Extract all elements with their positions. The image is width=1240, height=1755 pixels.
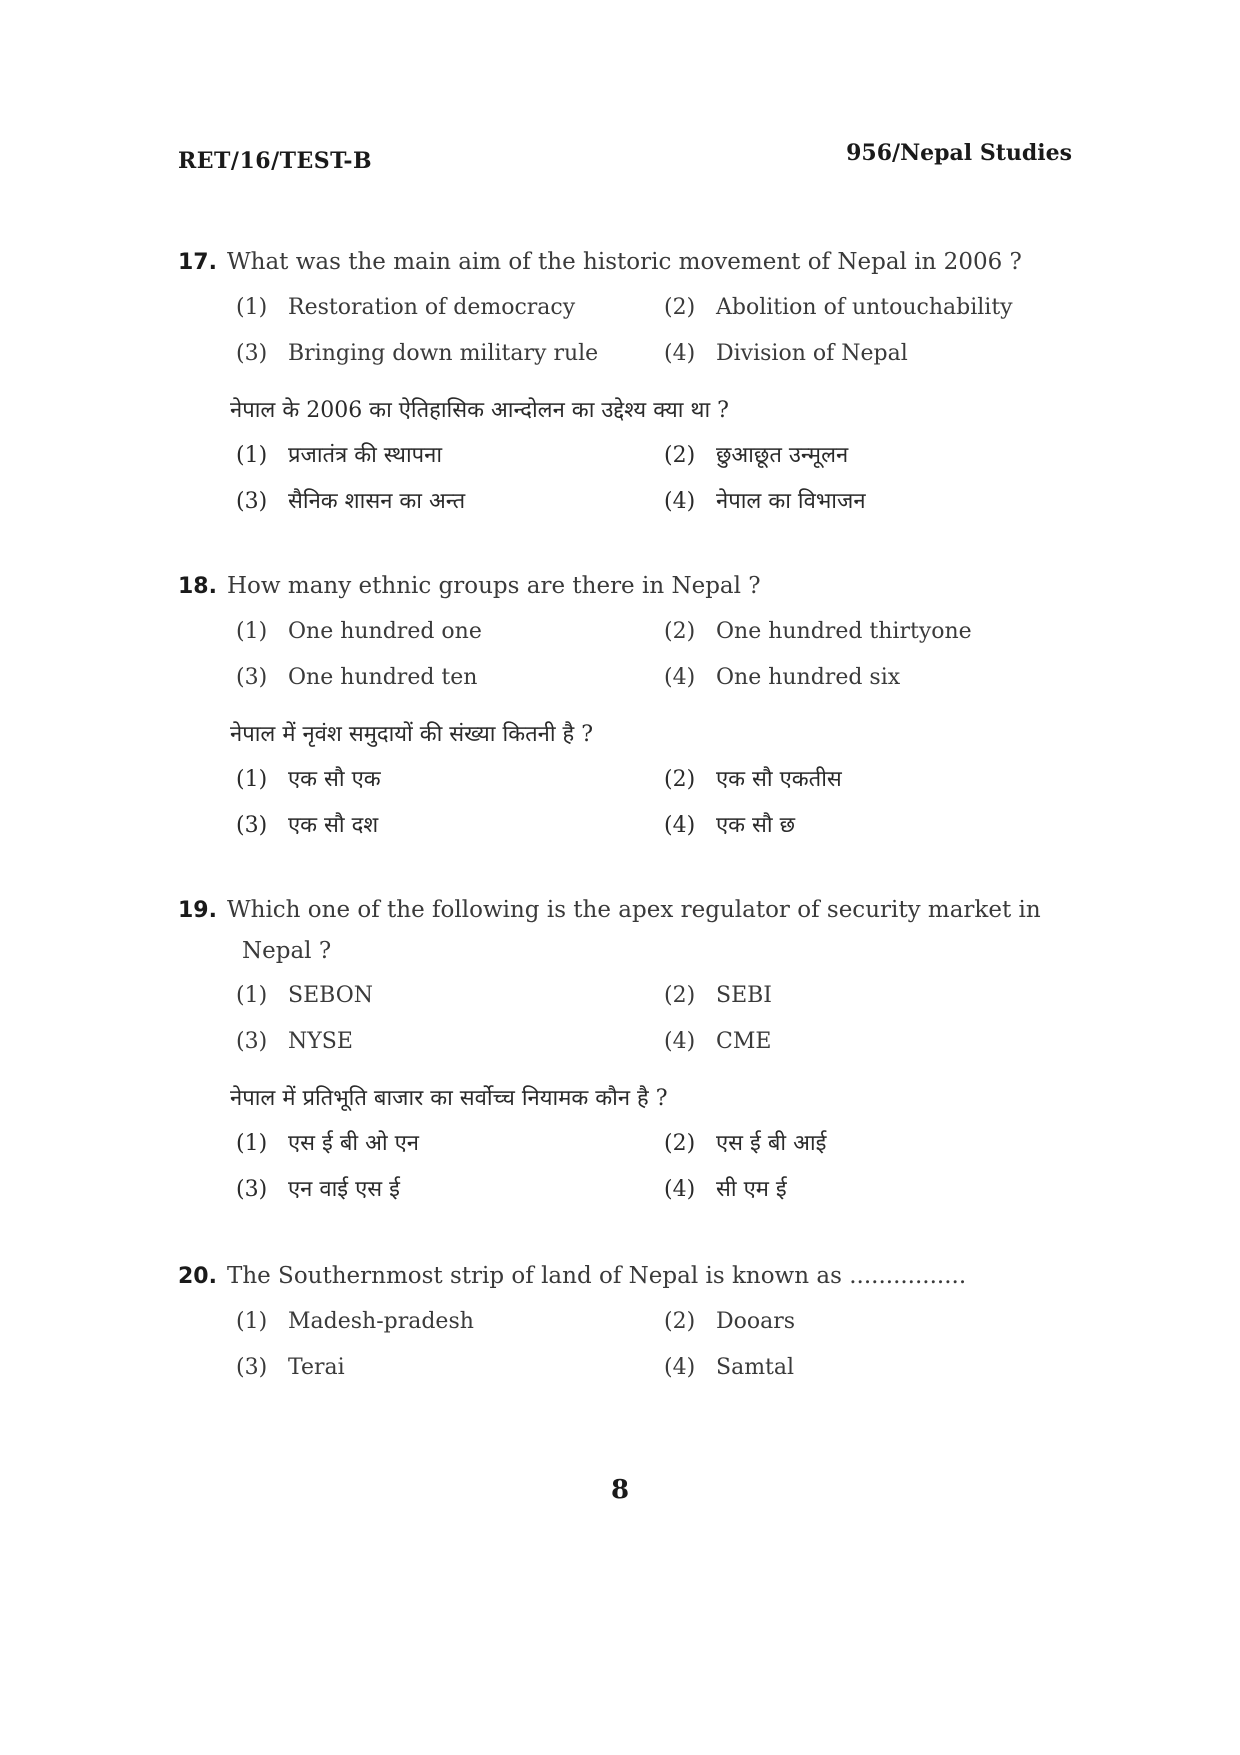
option-2-hindi: (2) एक सौ एकतीस xyxy=(664,767,842,792)
option-1: (1) Restoration of democracy xyxy=(236,295,576,320)
exam-code: RET/16/TEST-B xyxy=(178,148,373,174)
question-text-continued: Nepal ? xyxy=(242,938,332,964)
options-english xyxy=(236,977,1098,1061)
option-3: (3) NYSE xyxy=(236,1029,353,1054)
option-2-hindi: (2) एस ई बी आई xyxy=(664,1131,827,1156)
option-2: (2) Abolition of untouchability xyxy=(664,295,1013,320)
options-hindi xyxy=(236,1125,1098,1209)
question-18 xyxy=(178,566,1098,845)
question-number: 18. xyxy=(178,574,217,599)
option-1-hindi: (1) एक सौ एक xyxy=(236,767,381,792)
options-hindi xyxy=(236,761,1098,845)
option-1: (1) SEBON xyxy=(236,983,373,1008)
option-2: (2) Dooars xyxy=(664,1309,796,1334)
option-4: (4) Samtal xyxy=(664,1355,795,1380)
question-number: 20. xyxy=(178,1264,217,1289)
question-text: The Southernmost strip of land of Nepal is known as ................ xyxy=(226,1263,967,1289)
question-text-hindi: नेपाल में नृवंश समुदायों की संख्या कितनी है ? xyxy=(230,722,594,747)
option-3: (3) Bringing down military rule xyxy=(236,341,599,366)
option-4-hindi: (4) नेपाल का विभाजन xyxy=(664,489,866,514)
option-4-hindi: (4) एक सौ छ xyxy=(664,813,796,838)
question-text: Which one of the following is the apex regulator of security market in xyxy=(226,897,1041,923)
option-3-hindi: (3) सैनिक शासन का अन्त xyxy=(236,489,466,514)
question-text-hindi: नेपाल में प्रतिभूति बाजार का सर्वोच्च नियामक कौन है ? xyxy=(230,1086,668,1111)
option-4: (4) One hundred six xyxy=(664,665,901,690)
question-number: 19. xyxy=(178,898,217,923)
question-17 xyxy=(178,242,1098,521)
option-1-hindi: (1) प्रजातंत्र की स्थापना xyxy=(236,443,443,468)
option-1: (1) Madesh-pradesh xyxy=(236,1309,474,1334)
options-hindi xyxy=(236,437,1098,521)
option-4-hindi: (4) सी एम ई xyxy=(664,1177,787,1202)
option-1-hindi: (1) एस ई बी ओ एन xyxy=(236,1131,419,1156)
question-number: 17. xyxy=(178,250,217,275)
option-3-hindi: (3) एक सौ दश xyxy=(236,813,379,838)
option-2: (2) One hundred thirtyone xyxy=(664,619,972,644)
option-3: (3) One hundred ten xyxy=(236,665,478,690)
options-english xyxy=(236,289,1098,373)
question-text: How many ethnic groups are there in Nepal ? xyxy=(226,573,761,599)
question-text-hindi: नेपाल के 2006 का ऐतिहासिक आन्दोलन का उद्देश्य क्या था ? xyxy=(230,398,729,423)
question-19 xyxy=(178,890,1098,1209)
question-20 xyxy=(178,1256,1098,1387)
options-english xyxy=(236,1303,1098,1387)
option-2: (2) SEBI xyxy=(664,983,772,1008)
option-1: (1) One hundred one xyxy=(236,619,482,644)
option-3: (3) Terai xyxy=(236,1355,345,1380)
option-3-hindi: (3) एन वाई एस ई xyxy=(236,1177,400,1202)
option-2-hindi: (2) छुआछूत उन्मूलन xyxy=(664,443,849,468)
question-text: What was the main aim of the historic movement of Nepal in 2006 ? xyxy=(226,249,1022,275)
page-header xyxy=(0,140,1240,180)
option-4: (4) Division of Nepal xyxy=(664,341,908,366)
page-number: 8 xyxy=(610,1475,630,1505)
options-english xyxy=(236,613,1098,697)
option-4: (4) CME xyxy=(664,1029,772,1054)
subject-title: 956/Nepal Studies xyxy=(846,140,1072,166)
